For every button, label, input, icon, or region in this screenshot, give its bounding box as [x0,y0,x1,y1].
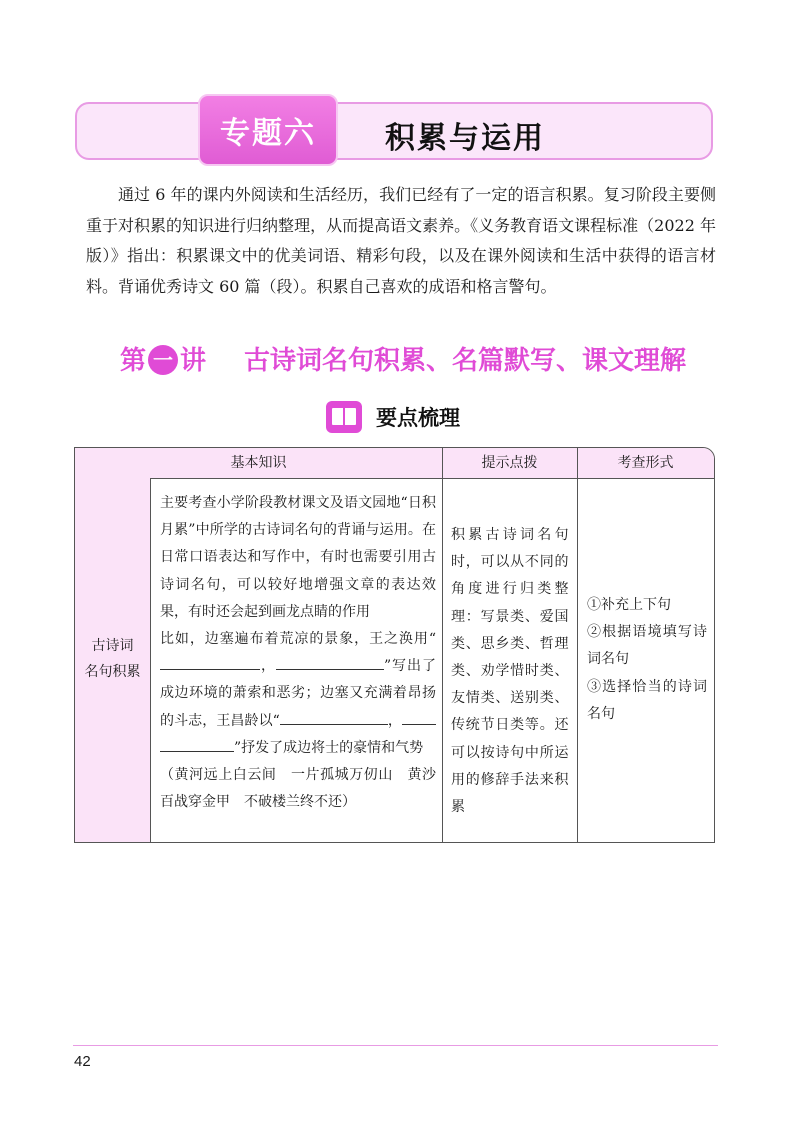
lecture-title: 古诗词名句积累、名篇默写、课文理解 [244,346,687,376]
header-forms: 考查形式 [617,455,674,471]
knowledge-answer: （黄河远上白云间 一片孤城万仞山 黄沙百战穿金甲 不破楼兰终不还） [160,767,436,811]
lecture-suffix: 讲 [180,346,207,376]
answer-blank[interactable] [402,708,436,725]
answer-blank[interactable] [160,735,234,752]
page-number: 42 [74,1053,91,1070]
key-points-title: 要点梳理 [376,406,460,430]
answer-blank[interactable] [276,653,384,670]
row-label-cell [75,478,150,842]
row-label-line1: 古诗词 [91,638,134,654]
topic-tab: 专题六 [198,94,338,166]
knowledge-cell [160,490,436,816]
form-item: ②根据语境填写诗词名句 [587,624,707,668]
key-points-table [74,447,715,843]
footer-divider [73,1045,718,1046]
header-tips: 提示点拨 [481,455,538,471]
form-item: ③选择恰当的诗词名句 [587,678,707,722]
intro-paragraph: 通过 6 年的课内外阅读和生活经历，我们已经有了一定的语言积累。复习阶段主要侧重于对积累的知识进行归纳整理，从而提高语文素养。《义务教育语文课程标准（2022 年版）》指出：积累课文中的优美词语、精彩句段，以及在课外阅读和生活中获得的语言材料。背诵优秀诗文 60 篇（段）。积累自己喜欢的成语和格言警句。 [86,185,716,296]
forms-cell [587,592,707,728]
lecture-prefix: 第 [120,346,147,376]
lecture-heading [120,340,690,377]
key-points-heading [326,400,460,434]
answer-blank[interactable] [160,653,260,670]
header-knowledge: 基本知识 [230,455,287,471]
tip-cell: 积累古诗词名句时，可以从不同的角度进行归类整理：写景类、爱国类、思乡类、哲理类、劝学惜时类、友情类、送别类、传统节日类等。还可以按诗句中所运用的修辞手法来积累 [451,527,569,816]
lecture-number-badge: 一 [148,345,178,375]
form-item: ①补充上下句 [587,597,671,613]
knowledge-intro: 主要考查小学阶段教材课文及语文园地“日积月累”中所学的古诗词名句的背诵与运用。在日常口语表达和写作中，有时也需要引用古诗词名句，可以较好地增强文章的表达效果，有时还会起到画龙点睛的作用 [160,495,436,620]
table-header-row [75,448,714,479]
topic-title: 积累与运用 [385,121,545,156]
answer-blank[interactable] [280,708,388,725]
open-book-icon [326,401,362,433]
row-label-line2: 名句积累 [84,664,141,680]
knowledge-example: 比如，边塞遍布着荒凉的景象，王之涣用“， ”写出了成边环境的萧索和恶劣；边塞又充满着昂扬的斗志，王昌龄以“ ，”抒发了成边将士的豪情和气势 [160,631,436,756]
